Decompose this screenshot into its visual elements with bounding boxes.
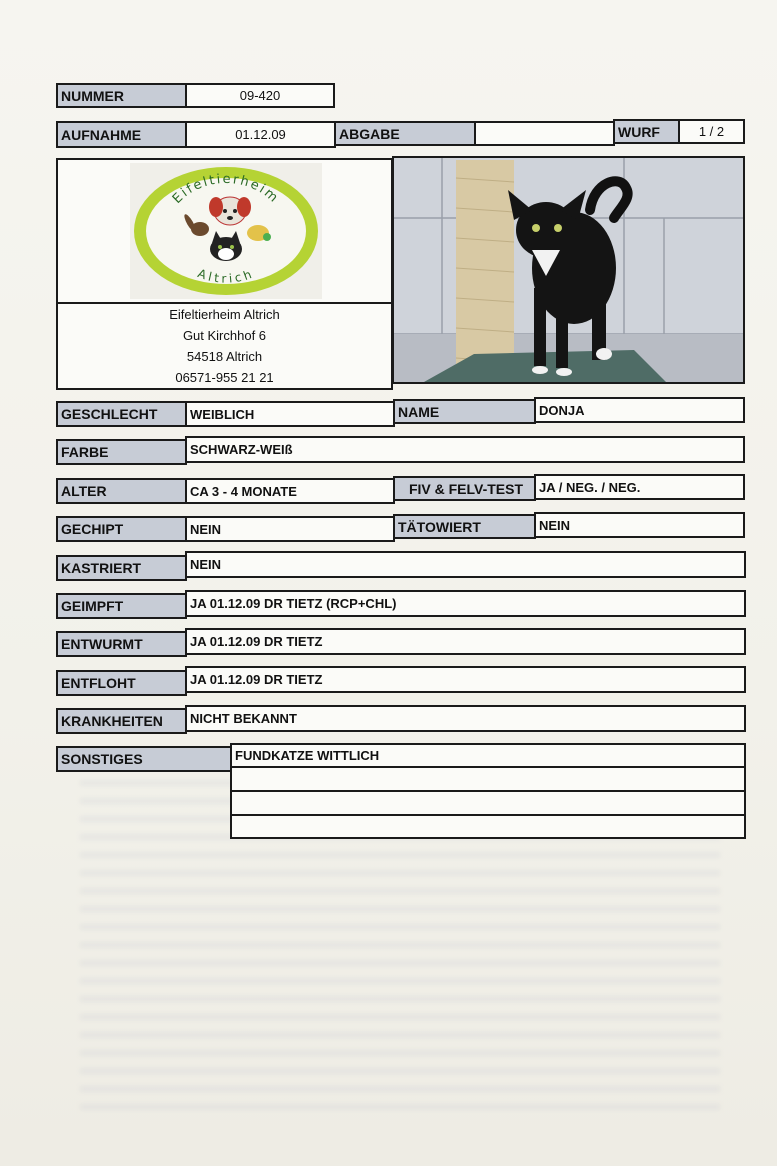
shelter-phone: 06571-955 21 21 — [175, 370, 274, 385]
sonstiges-line-1: FUNDKATZE WITTLICH — [230, 743, 746, 768]
logo-graphic — [130, 163, 322, 299]
abgabe-label: ABGABE — [334, 121, 476, 146]
nummer-value: 09-420 — [185, 83, 335, 108]
kastriert-label: KASTRIERT — [56, 555, 187, 581]
entfloht-value: JA 01.12.09 DR TIETZ — [185, 666, 746, 693]
sonstiges-line-4 — [230, 814, 746, 839]
sonstiges-label: SONSTIGES — [56, 746, 232, 772]
nummer-label: NUMMER — [56, 83, 187, 108]
shelter-logo — [130, 163, 322, 299]
wurf-value: 1 / 2 — [678, 119, 745, 144]
geschlecht-value: WEIBLICH — [185, 401, 395, 427]
wurf-label: WURF — [613, 119, 680, 144]
entwurmt-value: JA 01.12.09 DR TIETZ — [185, 628, 746, 655]
geschlecht-label: GESCHLECHT — [56, 401, 187, 427]
taetowiert-label: TÄTOWIERT — [393, 514, 536, 539]
aufnahme-value: 01.12.09 — [185, 121, 336, 148]
kastriert-value: NEIN — [185, 551, 746, 578]
abgabe-value — [474, 121, 615, 146]
fiv-value: JA / NEG. / NEG. — [534, 474, 745, 500]
alter-label: ALTER — [56, 478, 187, 504]
gechipt-label: GECHIPT — [56, 516, 187, 542]
sonstiges-line-2 — [230, 766, 746, 792]
entwurmt-label: ENTWURMT — [56, 631, 187, 657]
fiv-label: FIV & FELV-TEST — [393, 476, 536, 501]
cat-photo — [392, 156, 745, 384]
shelter-name: Eifeltierheim Altrich — [169, 307, 280, 322]
name-value: DONJA — [534, 397, 745, 423]
shelter-city: 54518 Altrich — [186, 349, 263, 364]
entfloht-label: ENTFLOHT — [56, 670, 187, 696]
shelter-street: Gut Kirchhof 6 — [182, 328, 267, 343]
gechipt-value: NEIN — [185, 516, 395, 542]
alter-value: CA 3 - 4 MONATE — [185, 478, 395, 504]
logo-top-text: Eifeltierheim — [169, 171, 282, 207]
krankheiten-value: NICHT BEKANNT — [185, 705, 746, 732]
farbe-value: SCHWARZ-WEIß — [185, 436, 745, 463]
shelter-address — [58, 304, 391, 388]
aufnahme-label: AUFNAHME — [56, 121, 187, 148]
farbe-label: FARBE — [56, 439, 187, 465]
cat-photo-image — [394, 158, 743, 382]
name-label: NAME — [393, 399, 536, 424]
geimpft-label: GEIMPFT — [56, 593, 187, 619]
krankheiten-label: KRANKHEITEN — [56, 708, 187, 734]
taetowiert-value: NEIN — [534, 512, 745, 538]
geimpft-value: JA 01.12.09 DR TIETZ (RCP+CHL) — [185, 590, 746, 617]
logo-bottom-text: Altrich — [195, 266, 257, 286]
sonstiges-line-3 — [230, 790, 746, 816]
